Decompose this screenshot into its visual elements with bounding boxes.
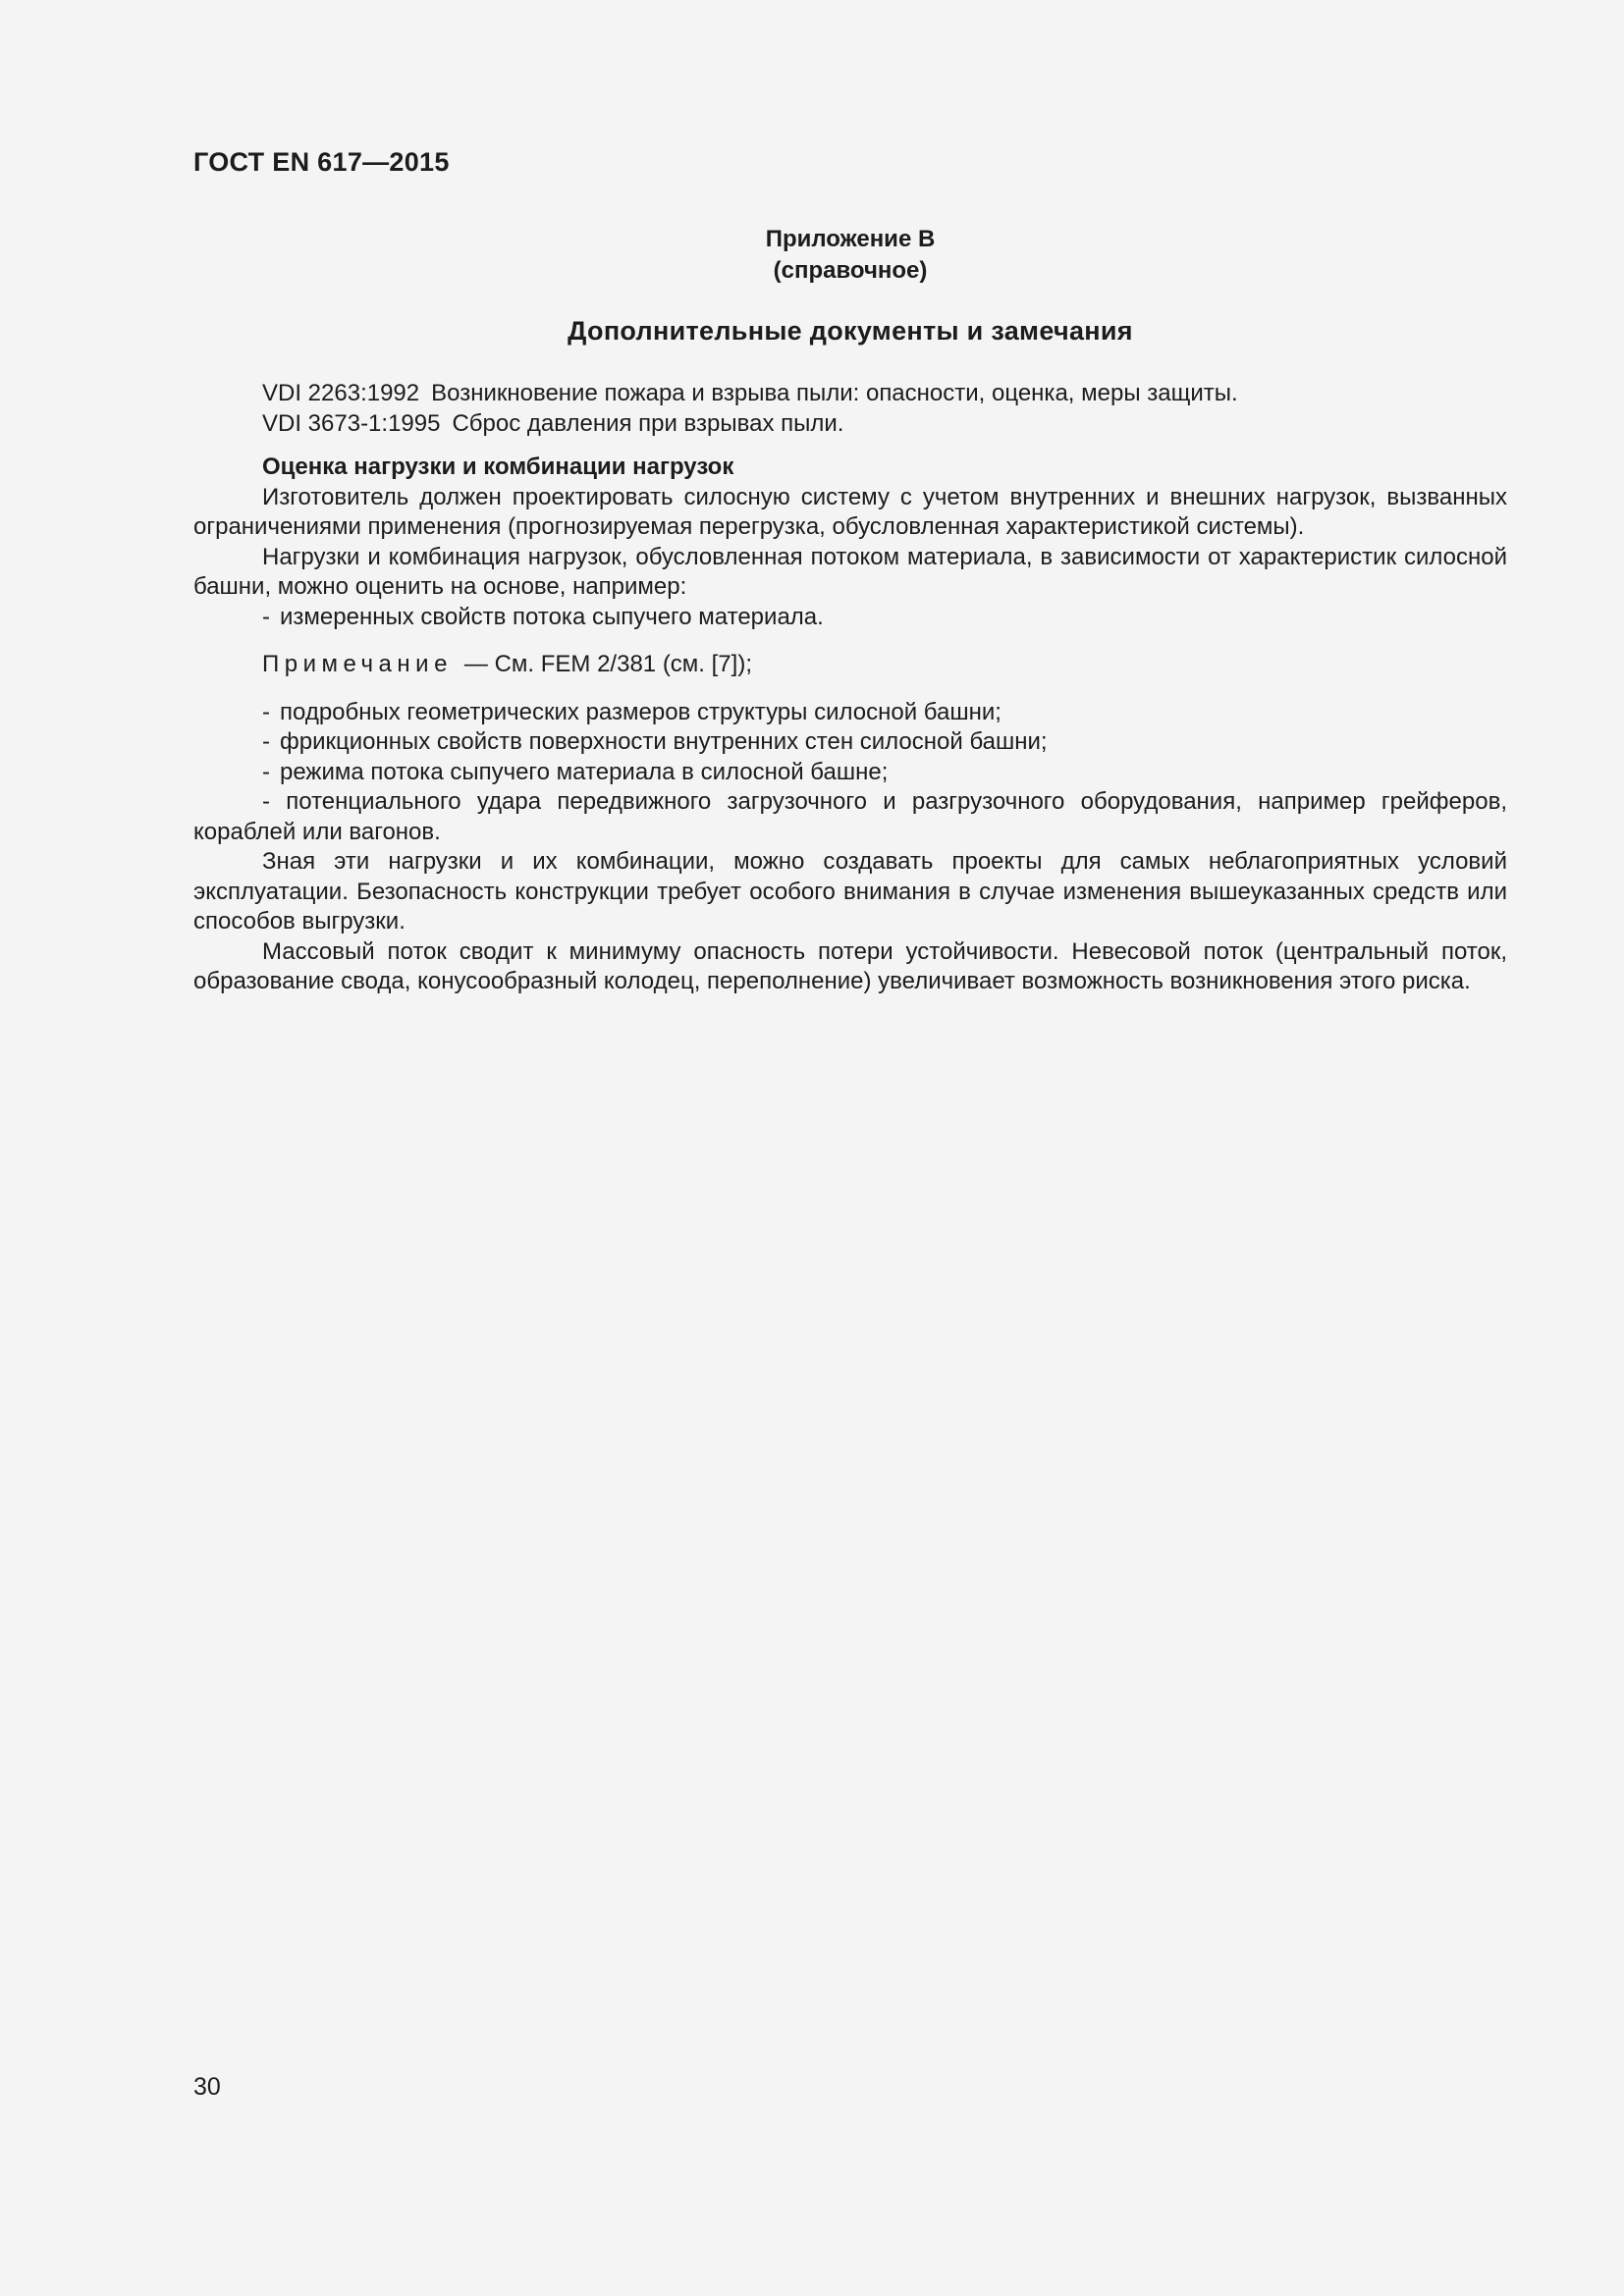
list-item: - подробных геометрических размеров структуры силосной башни;: [262, 698, 1001, 725]
note-text: — См. FEM 2/381 (см. [7]);: [463, 651, 752, 677]
page-number: 30: [193, 2073, 221, 2101]
section-heading: Оценка нагрузки и комбинации нагрузок: [262, 454, 734, 480]
reference-item: [193, 379, 1507, 409]
paragraph: Массовый поток сводит к минимуму опасность потери устойчивости. Невесовой поток (центральный поток, образование свода, конусообразный колодец, переполнение) увеличивает возможность возникновения этого риска.: [193, 937, 1507, 994]
list-item: - режима потока сыпучего материала в силосной башне;: [262, 758, 889, 785]
reference-text: Сброс давления при взрывах пыли.: [452, 409, 844, 437]
annex-title: Дополнительные документы и замечания: [568, 316, 1133, 346]
reference-code: VDI 3673-1:1995: [262, 409, 441, 437]
paragraph: Нагрузки и комбинация нагрузок, обусловленная потоком материала, в зависимости от характеристик силосной башни, можно оценить на основе, например:: [193, 543, 1507, 600]
note: [193, 650, 1507, 680]
paragraph: Изготовитель должен проектировать силосную систему с учетом внутренних и внешних нагрузок, вызванных ограничениями применения (прогнозируемая перегрузка, обусловленная характеристикой системы).: [193, 483, 1507, 540]
document-code-header: ГОСТ EN 617—2015: [193, 147, 450, 177]
reference-text: Возникновение пожара и взрыва пыли: опасности, оценка, меры защиты.: [431, 380, 1238, 406]
document-page: [193, 0, 1507, 2296]
reference-item: [193, 409, 1507, 440]
list-item: - фрикционных свойств поверхности внутренних стен силосной башни;: [262, 728, 1048, 755]
note-label: Примечание: [262, 651, 453, 677]
paragraph: Зная эти нагрузки и их комбинации, можно создавать проекты для самых неблагоприятных условий эксплуатации. Безопасность конструкции требует особого внимания в случае изменения вышеуказанных средств или способов выгрузки.: [193, 848, 1507, 934]
list-item: - потенциального удара передвижного загрузочного и разгрузочного оборудования, например грейферов, кораблей или вагонов.: [193, 788, 1507, 845]
annex-type: (справочное): [773, 257, 928, 284]
annex-label: Приложение В: [765, 226, 936, 252]
reference-code: VDI 2263:1992: [262, 380, 420, 406]
document-body: [193, 379, 1507, 997]
list-item: - измеренных свойств потока сыпучего материала.: [262, 603, 824, 630]
annex-heading: [193, 224, 1507, 287]
